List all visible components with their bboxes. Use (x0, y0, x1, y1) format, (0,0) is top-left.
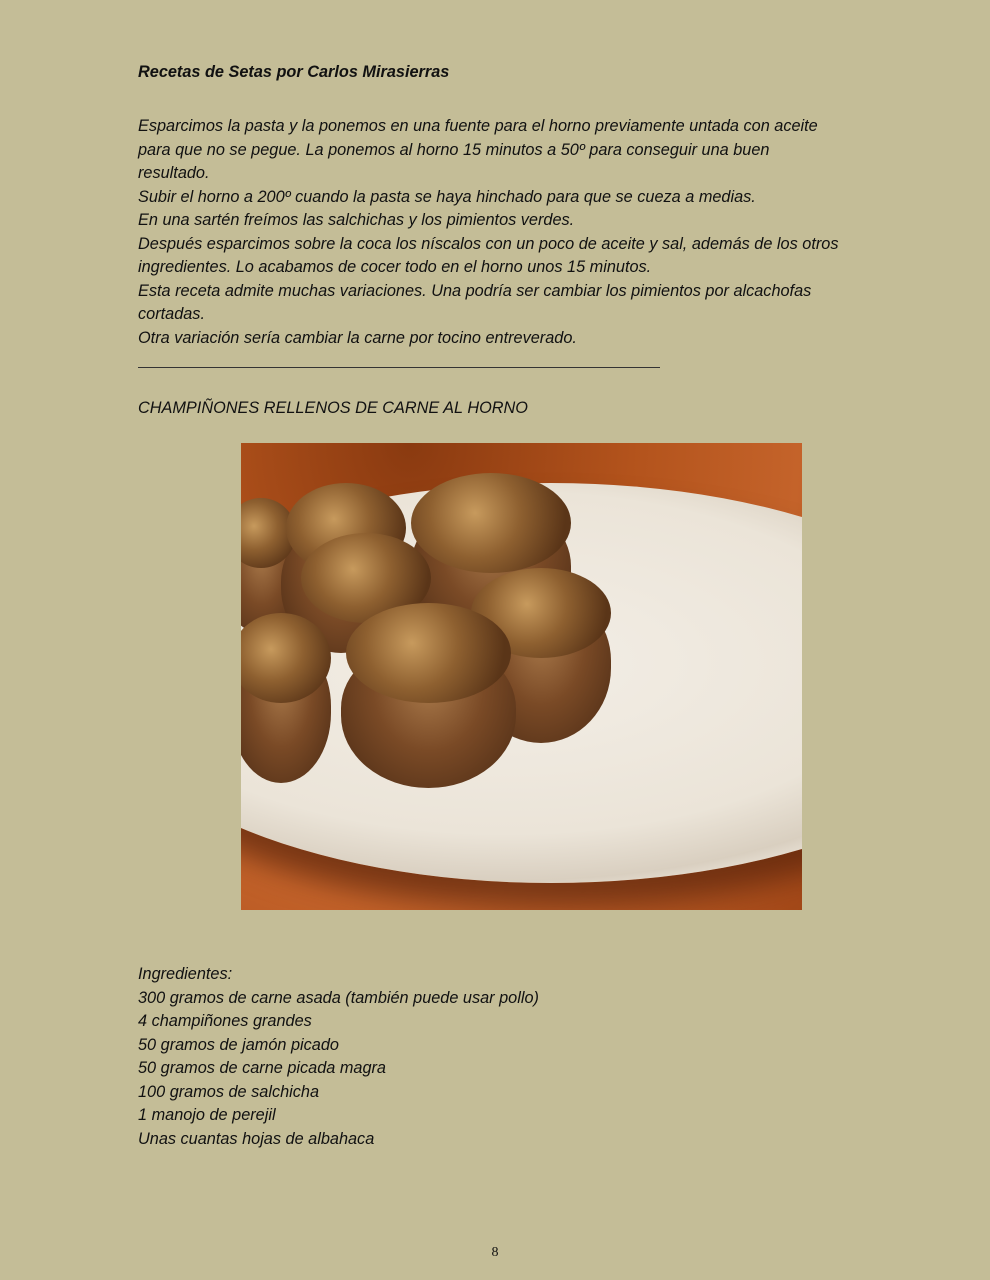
paragraph-line: Esparcimos la pasta y la ponemos en una fuente para el horno previamente untada con aceite (138, 117, 818, 135)
ingredient-item: 300 gramos de carne asada (también puede usar pollo) (138, 989, 539, 1007)
paragraph-line: resultado. (138, 164, 210, 182)
ingredient-item: 50 gramos de jamón picado (138, 1036, 339, 1054)
ingredient-item: 1 manojo de perejil (138, 1106, 276, 1124)
paragraph-line: Subir el horno a 200º cuando la pasta se haya hinchado para que se cueza a medias. (138, 188, 756, 206)
ingredient-item: 4 champiñones grandes (138, 1012, 312, 1030)
stuffed-mushrooms-photo (241, 443, 802, 910)
paragraph-line: ingredientes. Lo acabamos de cocer todo en el horno unos 15 minutos. (138, 258, 652, 276)
paragraph-line: Después esparcimos sobre la coca los níscalos con un poco de aceite y sal, además de los otros (138, 235, 839, 253)
ingredients-heading: Ingredientes: (138, 965, 233, 983)
paragraph-line: En una sartén freímos las salchichas y los pimientos verdes. (138, 211, 575, 229)
recipe-title: CHAMPIÑONES RELLENOS DE CARNE AL HORNO (138, 399, 528, 417)
ingredient-item: Unas cuantas hojas de albahaca (138, 1130, 375, 1148)
paragraph-line: Otra variación sería cambiar la carne por tocino entreverado. (138, 329, 577, 347)
ingredient-item: 100 gramos de salchicha (138, 1083, 320, 1101)
separator-rule (138, 367, 660, 368)
paragraph-line: cortadas. (138, 305, 205, 323)
ingredient-item: 50 gramos de carne picada magra (138, 1059, 386, 1077)
paragraph-line: Esta receta admite muchas variaciones. Una podría ser cambiar los pimientos por alcachofas (138, 282, 812, 300)
page-number: 8 (491, 1245, 499, 1260)
paragraph-line: para que no se pegue. La ponemos al horno 15 minutos a 50º para conseguir una buen (138, 141, 770, 159)
document-header: Recetas de Setas por Carlos Mirasierras (138, 63, 450, 81)
